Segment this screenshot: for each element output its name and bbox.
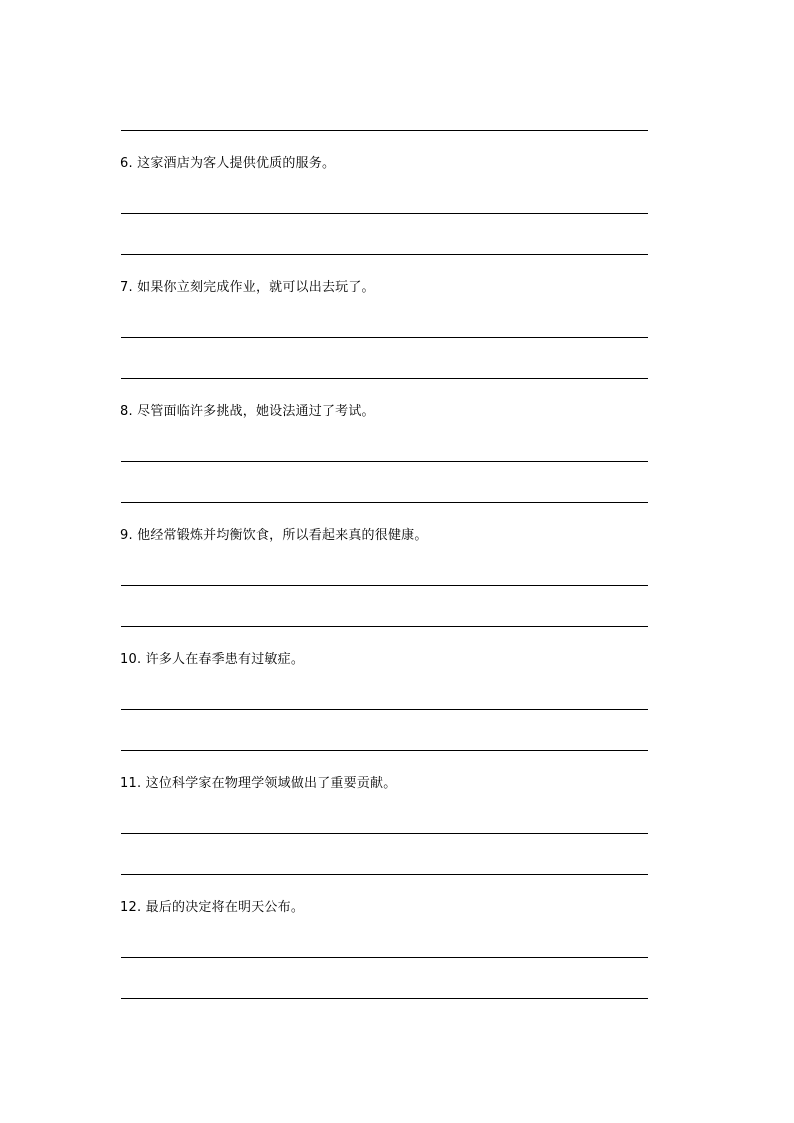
question-number: 12.: [120, 900, 142, 915]
answer-line: [121, 130, 648, 131]
answer-line: [121, 585, 648, 586]
question-sentence: 最后的决定将在明天公布。: [145, 900, 305, 915]
question-number: 11.: [120, 776, 142, 791]
question-number: 8.: [120, 404, 133, 419]
answer-line: [121, 957, 648, 958]
question-9: [120, 528, 428, 544]
question-sentence: 这位科学家在物理学领域做出了重要贡献。: [145, 776, 397, 791]
answer-line: [121, 337, 648, 338]
question-sentence: 他经常锻炼并均衡饮食，所以看起来真的很健康。: [137, 528, 428, 543]
question-number: 6.: [120, 156, 133, 171]
answer-line: [121, 709, 648, 710]
question-number: 7.: [120, 280, 133, 295]
answer-line: [121, 378, 648, 379]
question-10: [120, 652, 304, 668]
question-12: [120, 900, 304, 916]
question-sentence: 尽管面临许多挑战，她设法通过了考试。: [137, 404, 375, 419]
answer-line: [121, 998, 648, 999]
question-11: [120, 776, 396, 792]
answer-line: [121, 626, 648, 627]
question-number: 9.: [120, 528, 133, 543]
answer-line: [121, 833, 648, 834]
answer-line: [121, 213, 648, 214]
answer-line: [121, 254, 648, 255]
question-number: 10.: [120, 652, 142, 667]
answer-line: [121, 874, 648, 875]
question-8: [120, 404, 375, 420]
question-sentence: 这家酒店为客人提供优质的服务。: [137, 156, 336, 171]
question-7: [120, 280, 375, 296]
answer-line: [121, 461, 648, 462]
answer-line: [121, 750, 648, 751]
question-6: [120, 156, 335, 172]
question-sentence: 如果你立刻完成作业，就可以出去玩了。: [137, 280, 375, 295]
question-sentence: 许多人在春季患有过敏症。: [145, 652, 305, 667]
answer-line: [121, 502, 648, 503]
